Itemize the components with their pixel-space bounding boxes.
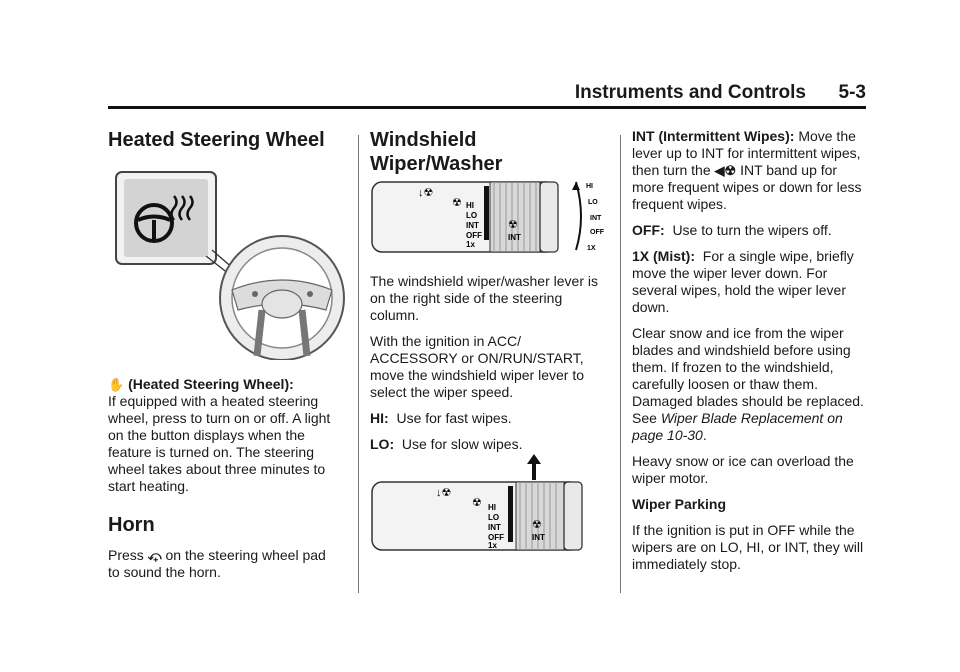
column-divider [358,135,359,593]
int-band-icon: ◀☢ [714,163,737,178]
position-label: HI [586,183,593,190]
paragraph: Heavy snow or ice can overload the wiper motor. [632,453,854,486]
paragraph: If the ignition is put in OFF while the wipers are on LO, HI, or INT, they will immediately stop. [632,522,864,572]
heated-steering-heading: Heated Steering Wheel [108,129,325,151]
int-item: INT (Intermittent Wipes): Move the lever up to INT for intermittent wipes, then turn the ◀☢ INT band up for more frequent wipes or down for less frequent wipes. [632,128,862,212]
lever-label: INT [488,523,501,532]
up-arrow-icon [572,182,580,190]
column-divider [620,135,621,593]
left-column [108,128,348,152]
lever-label: INT [466,221,479,230]
lever-label: OFF [488,533,504,542]
up-arrow-icon [527,454,541,464]
horn-heading: Horn [108,514,155,536]
position-label: 1X [587,245,596,252]
lever-label: 1x [466,240,475,249]
item-label: (Heated Steering Wheel): [128,376,294,392]
position-label: OFF [590,229,604,236]
wiper-icon: ☢ [452,197,462,209]
wiper-lever-figure-2 [370,454,608,554]
middle-text [370,273,610,462]
page-header [108,82,866,109]
horn-icon: ⤽ [147,548,162,563]
int-band-label: INT [532,533,545,542]
wiper-parking-heading: Wiper Parking [632,496,727,512]
lever-label: LO [488,513,500,522]
cross-reference-link[interactable]: Wiper Blade Replacement on page 10-30 [632,410,843,443]
wiper-lever-figure-1 [370,172,608,262]
paragraph: With the ignition in ACC/ ACCESSORY or ON/RUN/START, move the windshield wiper lever to select the wiper speed. [370,333,584,400]
position-label: LO [588,199,598,206]
lever-label: HI [466,201,474,210]
item-text: If equipped with a heated steering wheel, press to turn on or off. A light on the button displays when the feature is turned on. The steering wheel takes about three minutes to start heating. [108,393,331,494]
left-text [108,376,348,590]
steering-wheel-figure [112,170,348,360]
wiper-heading: Windshield Wiper/Washer [370,129,503,175]
middle-column [370,128,610,176]
lever-label: LO [466,211,478,220]
section-title: Instruments and Controls [574,82,806,103]
heated-steering-description [108,376,348,495]
horn-text: Press ⤽ on the steering wheel pad to sound the horn. [108,547,326,580]
wiper-icon: ☢ [508,219,518,231]
off-item: OFF: Use to turn the wipers off. [632,222,832,238]
hi-item: HI: Use for fast wipes. [370,410,512,426]
right-column [632,128,868,582]
mist-item: 1X (Mist): For a single wipe, briefly move the wiper lever down. For several wipes, hold the wiper lever down. [632,248,854,315]
washer-icon: ↓☢ [436,487,452,499]
wiper-icon: ☢ [532,519,542,531]
lo-item: LO: Use for slow wipes. [370,436,523,452]
wiper-icon: ☢ [472,497,482,509]
paragraph: The windshield wiper/washer lever is on the right side of the steering column. [370,273,598,323]
int-band-label: INT [508,233,521,242]
lever-label: 1x [488,541,497,550]
lever-label: HI [488,503,496,512]
washer-icon: ↓☢ [418,187,434,199]
page-number: 5-3 [838,82,866,103]
position-label: INT [590,215,602,222]
heated-steering-wheel-icon: ✋ [108,377,125,392]
lever-label: OFF [466,231,482,240]
clear-paragraph: Clear snow and ice from the wiper blades and windshield before using them. If frozen to the windshield, carefully loosen or thaw them. Damaged blades should be replaced. See Wiper Blade Replacement on page 10-30. [632,325,864,443]
